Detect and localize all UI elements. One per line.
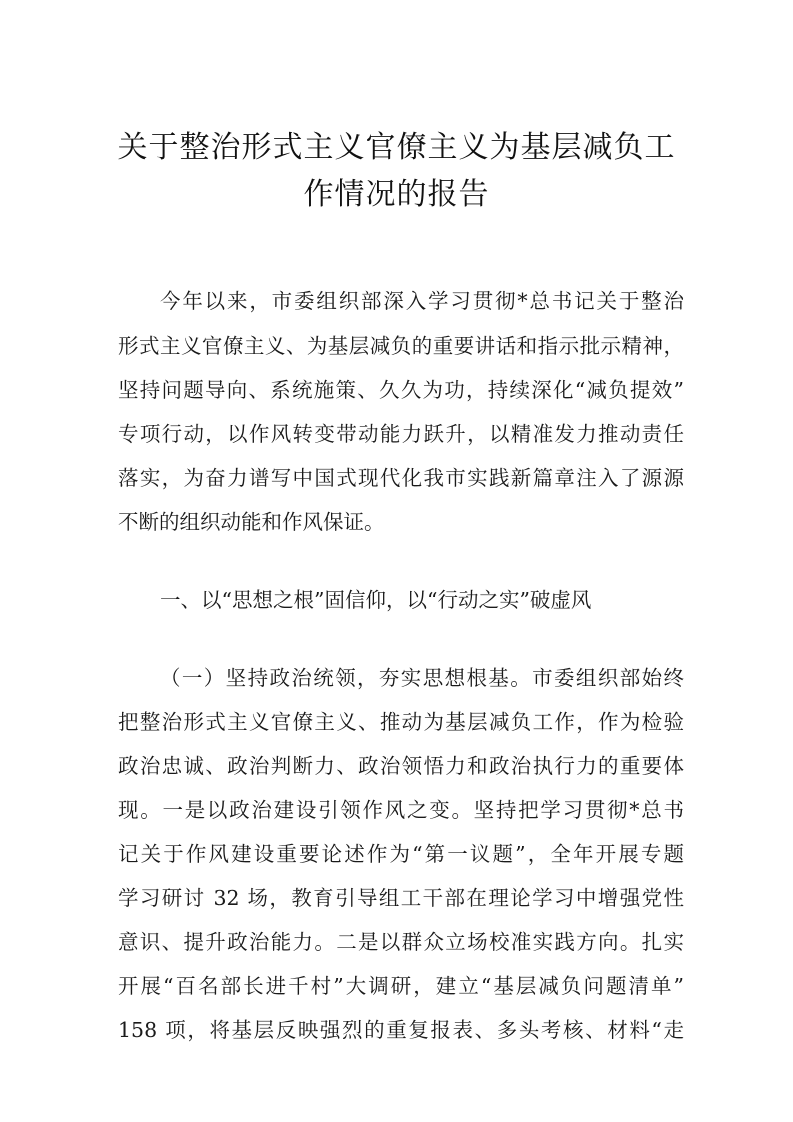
document-title-line-2: 作情况的报告 [303,177,490,212]
section-heading: 一、以“思想之根”固信仰，以“行动之实”破虚风 [160,588,592,612]
section-body-line: （一）坚持政治统领，夯实思想根基。市委组织部始终 [160,666,684,690]
section-body-line: 意识、提升政治能力。二是以群众立场校准实践方向。扎实 [118,930,684,954]
section-body-line: 政治忠诚、政治判断力、政治领悟力和政治执行力的重要体 [118,754,684,778]
intro-paragraph-line: 今年以来，市委组织部深入学习贯彻*总书记关于整治 [160,289,684,313]
document-title-line-1: 关于整治形式主义官僚主义为基层减负工 [117,130,676,165]
section-body-line: 开展“百名部长进千村”大调研，建立“基层减负问题清单” [118,974,684,998]
section-body-line: 把整治形式主义官僚主义、推动为基层减负工作，作为检验 [118,710,684,734]
section-body-line: 学习研讨 32 场，教育引导组工干部在理论学习中增强党性 [118,886,684,910]
intro-paragraph-line: 专项行动，以作风转变带动能力跃升，以精准发力推动责任 [118,422,684,446]
section-body-line: 158 项，将基层反映强烈的重复报表、多头考核、材料“走 [118,1018,684,1042]
intro-paragraph-line: 不断的组织动能和作风保证。 [118,510,385,534]
intro-paragraph-line: 坚持问题导向、系统施策、久久为功，持续深化“减负提效” [118,378,684,402]
section-body-line: 记关于作风建设重要论述作为“第一议题”，全年开展专题 [118,842,684,866]
intro-paragraph-line: 形式主义官僚主义、为基层减负的重要讲话和指示批示精神， [118,334,684,358]
intro-paragraph-line: 落实，为奋力谱写中国式现代化我市实践新篇章注入了源源 [118,466,684,490]
section-body-line: 现。一是以政治建设引领作风之变。坚持把学习贯彻*总书 [118,798,684,822]
